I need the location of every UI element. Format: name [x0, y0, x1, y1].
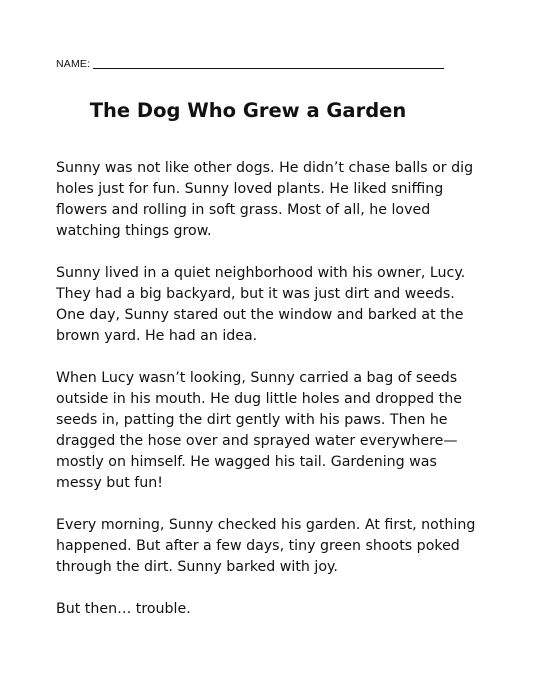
story-title: The Dog Who Grew a Garden: [89, 99, 407, 122]
story-paragraph-5: But then… trouble.: [56, 601, 191, 617]
name-field[interactable]: [56, 54, 444, 70]
story-paragraph-3: When Lucy wasn’t looking, Sunny carried a bag of seeds outside in his mouth. He dug little holes and dropped the seeds in, patting the dirt gently with his paws. Then he dragged the hose over and sprayed water everywhere—mostly on himself. He wagged his tail. Gardening was messy but fun!: [56, 370, 462, 491]
story-paragraph-1: Sunny was not like other dogs. He didn’t chase balls or dig holes just for fun. Sunny loved plants. He liked sniffing flowers and rolling in soft grass. Most of all, he loved watching things grow.: [56, 160, 474, 239]
name-write-line[interactable]: [93, 68, 444, 69]
name-label: NAME:: [56, 58, 91, 70]
story-paragraph-2: Sunny lived in a quiet neighborhood with his owner, Lucy. They had a big backyard, but it was just dirt and weeds. One day, Sunny stared out the window and barked at the brown yard. He had an idea.: [56, 265, 466, 344]
story-body: [56, 158, 486, 641]
story-paragraph-4: Every morning, Sunny checked his garden. At first, nothing happened. But after a few days, tiny green shoots poked through the dirt. Sunny barked with joy.: [56, 517, 476, 575]
